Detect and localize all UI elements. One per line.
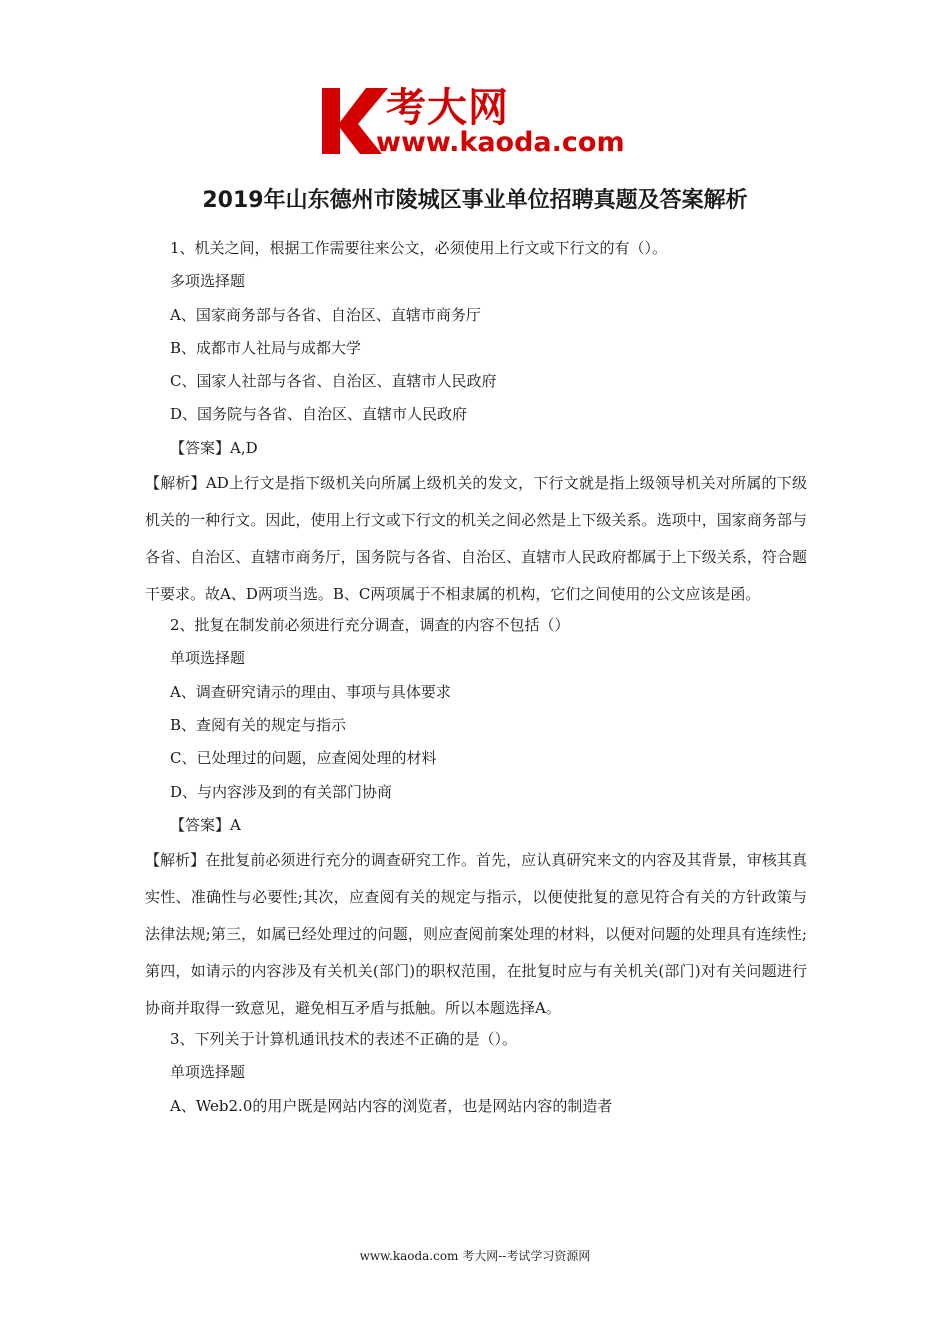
q1-analysis-tag: 【解析】 (145, 474, 206, 493)
logo (318, 84, 638, 162)
q1-option-d: D、国务院与各省、自治区、直辖市人民政府 (170, 405, 468, 424)
q2-analysis (145, 842, 807, 1027)
q1-analysis-text: AD上行文是指下级机关向所属上级机关的发文，下行文就是指上级领导机关对所属的下级机关的一种行文。因此，使用上行文或下行文的机关之间必然是上下级关系。选项中，国家商务部与各省、自治区、直辖市商务厅，国务院与各省、自治区、直辖市人民政府都属于上下级关系，符合题干要求。故A、D两项当选。B、C两项属于不相隶属的机构，它们之间使用的公文应该是函。 (145, 474, 807, 604)
q2-answer-value: A (230, 815, 241, 834)
q1-answer (145, 432, 807, 465)
page-footer: www.kaoda.com 考大网--考试学习资源网 (359, 1249, 591, 1263)
logo-url-text: www.kaoda.com (376, 127, 625, 158)
q2-answer (145, 809, 807, 842)
document-body (145, 232, 807, 1123)
q1-option-c: C、国家人社部与各省、自治区、直辖市人民政府 (170, 372, 497, 391)
q1-stem: 1、机关之间，根据工作需要往来公文，必须使用上行文或下行文的有（）。 (170, 239, 668, 257)
q1-analysis (145, 465, 807, 613)
q2-option-b: B、查阅有关的规定与指示 (170, 715, 347, 734)
q1-answer-value: A,D (230, 438, 258, 457)
q2-answer-tag: 【答案】 (170, 815, 231, 834)
q1-option-a: A、国家商务部与各省、自治区、直辖市商务厅 (170, 305, 481, 324)
q2-type: 单项选择题 (170, 649, 246, 668)
q3-type: 单项选择题 (170, 1063, 246, 1082)
q1-answer-tag: 【答案】 (170, 438, 231, 457)
q2-analysis-tag: 【解析】 (145, 851, 206, 870)
logo-cn-text: 考大网 (386, 85, 509, 131)
q2-option-a: A、调查研究请示的理由、事项与具体要求 (170, 682, 451, 701)
q3-stem: 3、下列关于计算机通讯技术的表述不正确的是（）。 (170, 1030, 518, 1049)
q2-option-d: D、与内容涉及到的有关部门协商 (170, 782, 393, 801)
q3-option-a: A、Web2.0的用户既是网站内容的浏览者，也是网站内容的制造者 (170, 1096, 613, 1115)
q2-option-c: C、已处理过的问题，应查阅处理的材料 (170, 749, 437, 768)
q1-type: 多项选择题 (170, 272, 246, 291)
q2-stem: 2、批复在制发前必须进行充分调查，调查的内容不包括（） (170, 616, 570, 635)
q2-analysis-text: 在批复前必须进行充分的调查研究工作。首先，应认真研究来文的内容及其背景，审核其真实性、准确性与必要性;其次，应查阅有关的规定与指示，以便使批复的意见符合有关的方针政策与法律法规;第三，如属已经处理过的问题，则应查阅前案处理的材料，以便对问题的处理具有连续性;第四，如请示的内容涉及有关机关(部门)的职权范围，在批复时应与有关机关(部门)对有关问题进行协商并取得一致意见，避免相互矛盾与抵触。所以本题选择A。 (145, 851, 807, 1018)
q1-option-b: B、成都市人社局与成都大学 (170, 338, 362, 357)
page-title: 2019年山东德州市陵城区事业单位招聘真题及答案解析 (202, 188, 748, 213)
